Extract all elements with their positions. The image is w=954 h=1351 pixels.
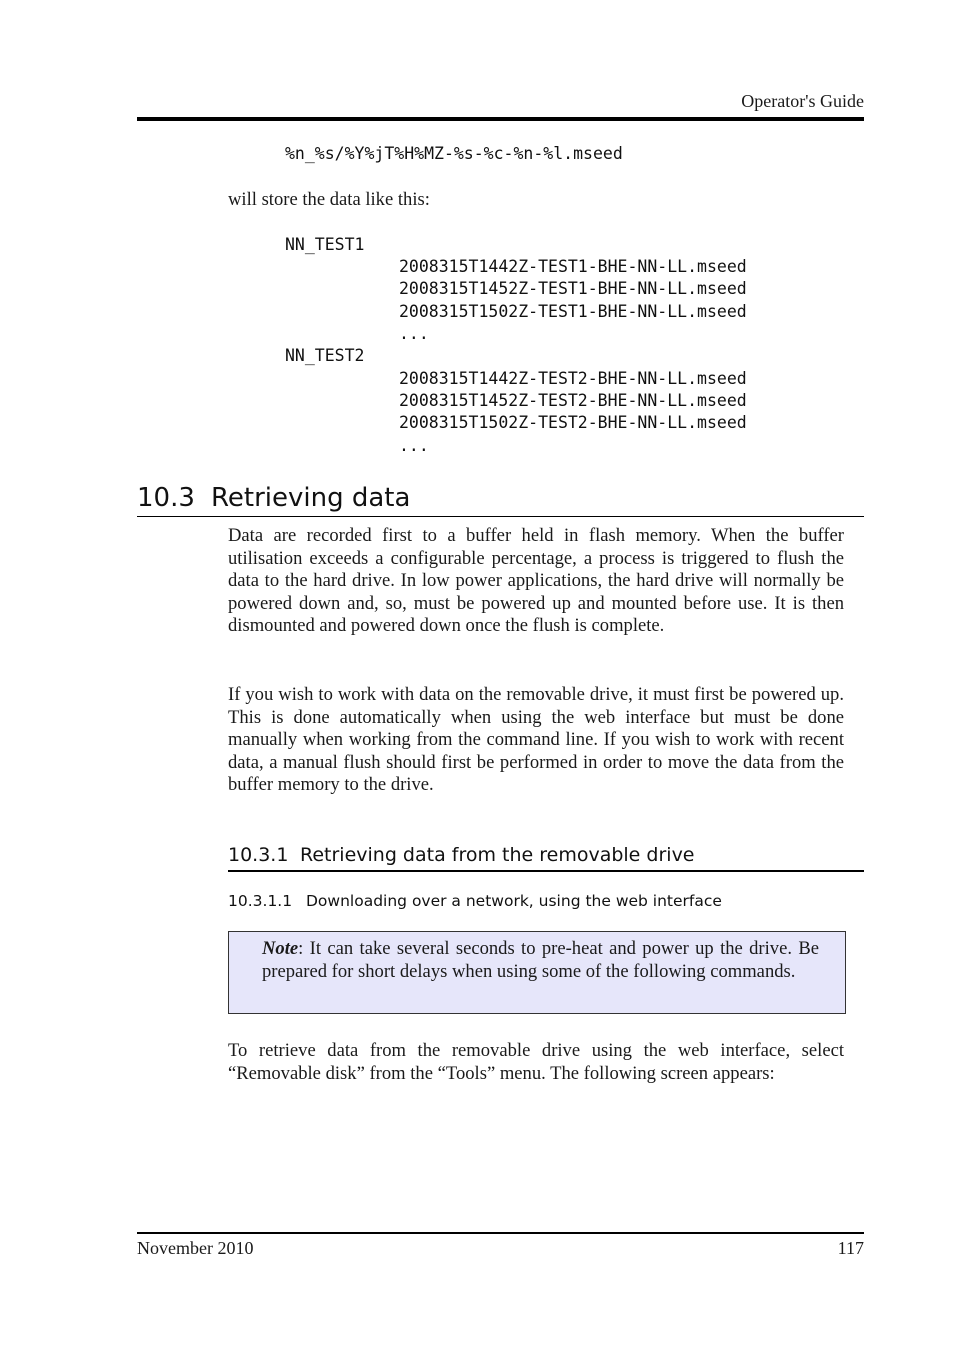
note-label: Note [262,938,299,959]
subsubsection-title: Downloading over a network, using the web interface [306,892,722,910]
file-name: 2008315T1452Z-TEST1-BHE-NN-LL.mseed [399,279,747,298]
file-name: 2008315T1442Z-TEST1-BHE-NN-LL.mseed [399,257,747,276]
subsection-number: 10.3.1 [228,844,289,866]
subsection-heading [228,841,864,872]
subsection-title: Retrieving data from the removable drive [300,844,695,866]
file-name: 2008315T1502Z-TEST2-BHE-NN-LL.mseed [399,413,747,432]
footer-date: November 2010 [137,1238,254,1258]
paragraph: Data are recorded first to a buffer held in flash memory. When the buffer utilisation exceeds a configurable percentage, a process is triggered to flush the data to the hard drive. In low power applications, the hard drive will normally be powered down and, so, must be powered up and mounted before use. It is then dismounted and powered down once the flush is complete. [228,525,844,637]
file-name: 2008315T1502Z-TEST1-BHE-NN-LL.mseed [399,302,747,321]
folder-name: NN_TEST2 [285,346,365,365]
format-string: %n_%s/%Y%jT%H%MZ-%s-%c-%n-%l.mseed [285,144,623,163]
section-number: 10.3 [137,483,195,513]
intro-text: will store the data like this: [228,189,430,210]
note-box [228,931,846,1014]
subsubsection-heading [228,890,722,912]
paragraph: If you wish to work with data on the removable drive, it must first be powered up. This is done automatically when using the web interface but must be done manually when working from the command line. If you wish to work with recent data, a manual flush should first be performed in order to move the data from the buffer memory to the drive. [228,684,844,796]
footer-rule [137,1232,864,1234]
running-header: Operator's Guide [741,91,864,111]
page-number: 117 [837,1238,864,1258]
closing-paragraph: To retrieve data from the removable drive using the web interface, select “Removable disk” from the “Tools” menu. The following screen appears: [228,1040,844,1084]
note-text [262,938,819,983]
note-body: : It can take several seconds to pre-heat and power up the drive. Be prepared for short delays when using some of the following commands. [262,938,819,982]
ellipsis: ... [399,436,429,455]
subsubsection-number: 10.3.1.1 [228,892,293,910]
section-heading [137,481,864,517]
section-title: Retrieving data [211,483,411,513]
file-name: 2008315T1442Z-TEST2-BHE-NN-LL.mseed [399,369,747,388]
file-name: 2008315T1452Z-TEST2-BHE-NN-LL.mseed [399,391,747,410]
folder-name: NN_TEST1 [285,235,365,254]
header-rule [137,117,864,121]
ellipsis: ... [399,324,429,343]
